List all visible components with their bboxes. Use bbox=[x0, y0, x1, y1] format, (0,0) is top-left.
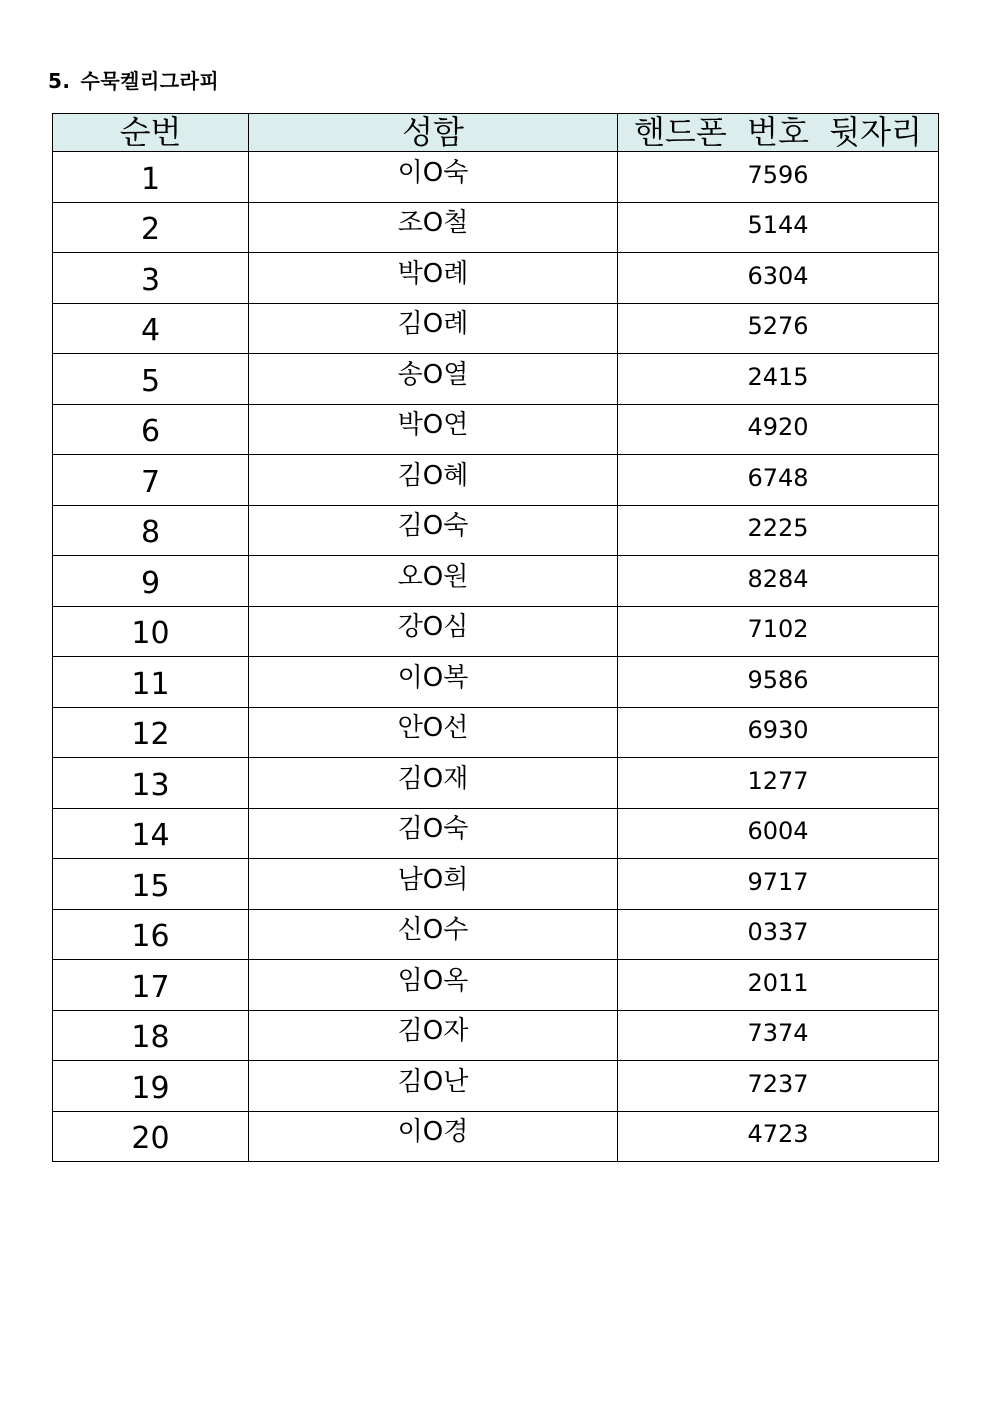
row-name: 이O복 bbox=[249, 657, 618, 708]
row-number: 8 bbox=[53, 505, 249, 556]
row-phone-suffix: 2011 bbox=[618, 960, 939, 1011]
row-phone-suffix: 8284 bbox=[618, 556, 939, 607]
header-number: 순번 bbox=[53, 114, 249, 152]
row-number: 9 bbox=[53, 556, 249, 607]
row-name: 김O자 bbox=[249, 1010, 618, 1061]
table-row bbox=[53, 1111, 939, 1162]
row-phone-suffix: 7596 bbox=[618, 152, 939, 203]
table-row bbox=[53, 606, 939, 657]
table-header-row bbox=[53, 114, 939, 152]
row-phone-suffix: 6304 bbox=[618, 253, 939, 304]
row-phone-suffix: 2415 bbox=[618, 354, 939, 405]
row-number: 13 bbox=[53, 758, 249, 809]
table-row bbox=[53, 960, 939, 1011]
row-number: 15 bbox=[53, 859, 249, 910]
row-name: 김O숙 bbox=[249, 808, 618, 859]
row-number: 10 bbox=[53, 606, 249, 657]
row-name: 신O수 bbox=[249, 909, 618, 960]
table-row bbox=[53, 909, 939, 960]
table-row bbox=[53, 455, 939, 506]
row-phone-suffix: 6004 bbox=[618, 808, 939, 859]
section-title bbox=[48, 66, 219, 96]
row-name: 김O재 bbox=[249, 758, 618, 809]
row-phone-suffix: 5144 bbox=[618, 202, 939, 253]
row-number: 1 bbox=[53, 152, 249, 203]
row-phone-suffix: 2225 bbox=[618, 505, 939, 556]
row-number: 6 bbox=[53, 404, 249, 455]
table-row bbox=[53, 202, 939, 253]
row-phone-suffix: 6930 bbox=[618, 707, 939, 758]
row-name: 박O례 bbox=[249, 253, 618, 304]
row-number: 19 bbox=[53, 1061, 249, 1112]
row-name: 송O열 bbox=[249, 354, 618, 405]
table-row bbox=[53, 354, 939, 405]
table-row bbox=[53, 1061, 939, 1112]
section-number: 5. bbox=[48, 69, 71, 93]
row-name: 강O심 bbox=[249, 606, 618, 657]
row-phone-suffix: 6748 bbox=[618, 455, 939, 506]
row-number: 16 bbox=[53, 909, 249, 960]
row-name: 안O선 bbox=[249, 707, 618, 758]
row-phone-suffix: 7237 bbox=[618, 1061, 939, 1112]
row-number: 4 bbox=[53, 303, 249, 354]
row-number: 14 bbox=[53, 808, 249, 859]
row-name: 김O혜 bbox=[249, 455, 618, 506]
row-number: 12 bbox=[53, 707, 249, 758]
row-phone-suffix: 1277 bbox=[618, 758, 939, 809]
table-row bbox=[53, 808, 939, 859]
row-name: 박O연 bbox=[249, 404, 618, 455]
row-name: 김O례 bbox=[249, 303, 618, 354]
table-row bbox=[53, 758, 939, 809]
table-row bbox=[53, 253, 939, 304]
header-name: 성함 bbox=[249, 114, 618, 152]
row-number: 20 bbox=[53, 1111, 249, 1162]
table-row bbox=[53, 152, 939, 203]
row-name: 조O철 bbox=[249, 202, 618, 253]
header-phone-suffix: 핸드폰 번호 뒷자리 bbox=[618, 114, 939, 152]
participant-table bbox=[52, 113, 939, 1162]
table-row bbox=[53, 505, 939, 556]
row-name: 김O난 bbox=[249, 1061, 618, 1112]
table-row bbox=[53, 556, 939, 607]
row-phone-suffix: 9586 bbox=[618, 657, 939, 708]
table-row bbox=[53, 404, 939, 455]
row-name: 이O경 bbox=[249, 1111, 618, 1162]
row-number: 2 bbox=[53, 202, 249, 253]
row-name: 오O원 bbox=[249, 556, 618, 607]
table-row bbox=[53, 1010, 939, 1061]
row-name: 김O숙 bbox=[249, 505, 618, 556]
row-number: 7 bbox=[53, 455, 249, 506]
row-name: 임O옥 bbox=[249, 960, 618, 1011]
row-phone-suffix: 9717 bbox=[618, 859, 939, 910]
row-name: 남O희 bbox=[249, 859, 618, 910]
table-body bbox=[53, 152, 939, 1162]
row-number: 3 bbox=[53, 253, 249, 304]
row-phone-suffix: 7102 bbox=[618, 606, 939, 657]
table-row bbox=[53, 707, 939, 758]
section-title-text: 수묵켈리그라피 bbox=[80, 69, 220, 93]
row-phone-suffix: 5276 bbox=[618, 303, 939, 354]
row-phone-suffix: 4723 bbox=[618, 1111, 939, 1162]
row-phone-suffix: 7374 bbox=[618, 1010, 939, 1061]
row-number: 5 bbox=[53, 354, 249, 405]
row-phone-suffix: 0337 bbox=[618, 909, 939, 960]
row-number: 17 bbox=[53, 960, 249, 1011]
row-phone-suffix: 4920 bbox=[618, 404, 939, 455]
table-row bbox=[53, 303, 939, 354]
row-number: 18 bbox=[53, 1010, 249, 1061]
table-row bbox=[53, 859, 939, 910]
row-number: 11 bbox=[53, 657, 249, 708]
row-name: 이O숙 bbox=[249, 152, 618, 203]
table-row bbox=[53, 657, 939, 708]
